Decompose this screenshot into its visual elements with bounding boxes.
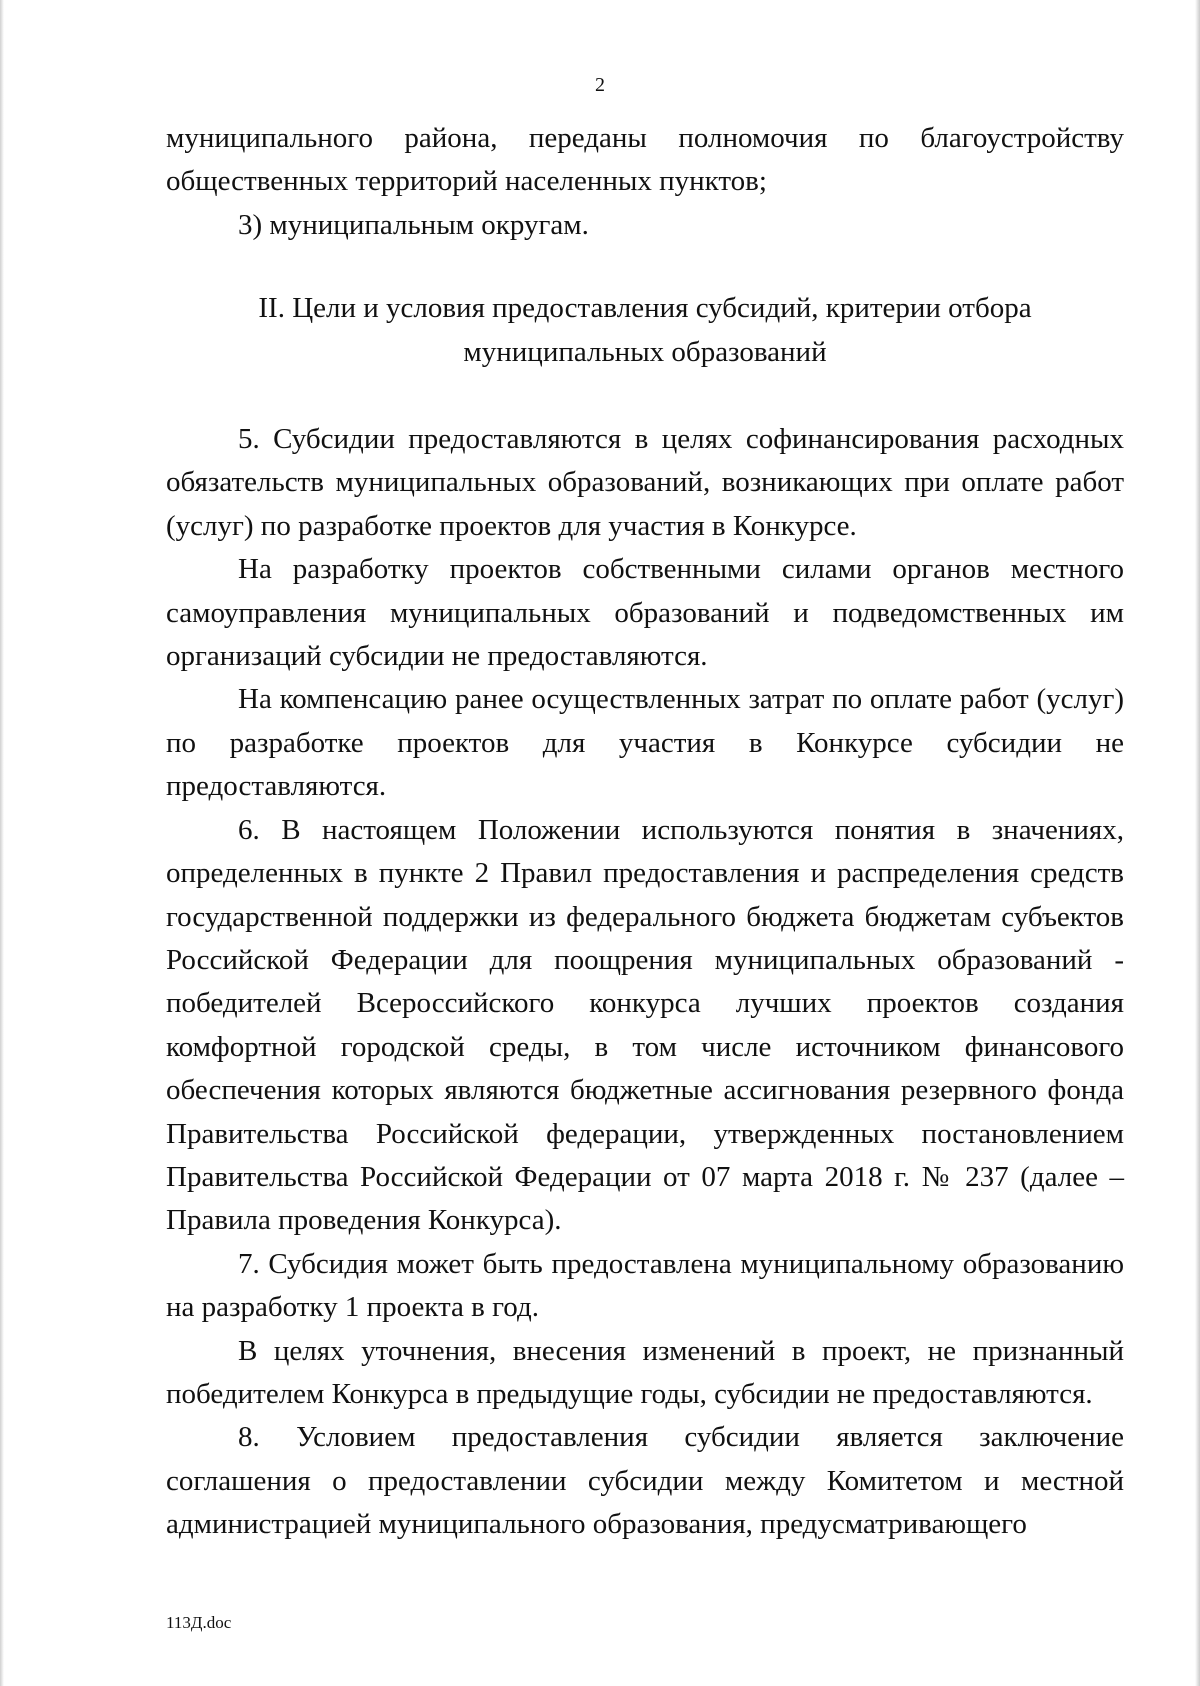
section-heading-line-2: муниципальных образований — [463, 335, 827, 368]
paragraph-group-intro — [166, 117, 1124, 247]
paragraph: 3) муниципальным округам. — [238, 208, 589, 241]
footer-filename: 113Д.doc — [166, 1613, 232, 1632]
paragraph: 5. Субсидии предоставляются в целях софинансирования расходных обязательств муниципальных образований, возникающих при оплате работ (услуг) по разработке проектов для участия в Конкурсе. — [166, 423, 1124, 542]
paragraph: 7. Субсидия может быть предоставлена муниципальному образованию на разработку 1 проекта в год. — [166, 1247, 1124, 1324]
paragraph: На компенсацию ранее осуществленных затрат по оплате работ (услуг) по разработке проектов для участия в Конкурсе субсидии не предоставляются. — [166, 683, 1124, 803]
paragraph-group-section — [166, 418, 1124, 1547]
paragraph: В целях уточнения, внесения изменений в проект, не признанный победителем Конкурса в предыдущие годы, субсидии не предоставляются. — [166, 1334, 1124, 1410]
paragraph: 8. Условием предоставления субсидии является заключение соглашения о предоставлении субсидии между Комитетом и местной администрацией муниципального образования, предусматривающего — [166, 1421, 1124, 1541]
paragraph: На разработку проектов собственными силами органов местного самоуправления муниципальных образований и подведомственных им организаций субсидии не предоставляются. — [166, 553, 1124, 673]
section-heading — [166, 287, 1124, 374]
page-number: 2 — [595, 74, 605, 96]
paragraph: муниципального района, переданы полномочия по благоустройству общественных территорий населенных пунктов; — [166, 122, 1124, 198]
section-heading-line-1: II. Цели и условия предоставления субсидий, критерии отбора — [258, 292, 1032, 325]
scan-edge-left — [0, 0, 4, 1686]
document-body — [166, 117, 1124, 1547]
paragraph: 6. В настоящем Положении используются понятия в значениях, определенных в пункте 2 Правил предоставления и распределения средств государственной поддержки из федерального бюджета бюджетам субъектов Российской Федерации для поощрения муниципальных образований - победителей Всероссийского конкурса лучших проектов создания комфортной городской среды, в том числе источником финансового обеспечения которых являются бюджетные ассигнования резервного фонда Правительства Российской федерации, утвержденных постановлением Правительства Российской Федерации от 07 марта 2018 г. № 237 (далее – Правила проведения Конкурса). — [166, 813, 1124, 1237]
scan-edge-right — [1195, 0, 1200, 1686]
